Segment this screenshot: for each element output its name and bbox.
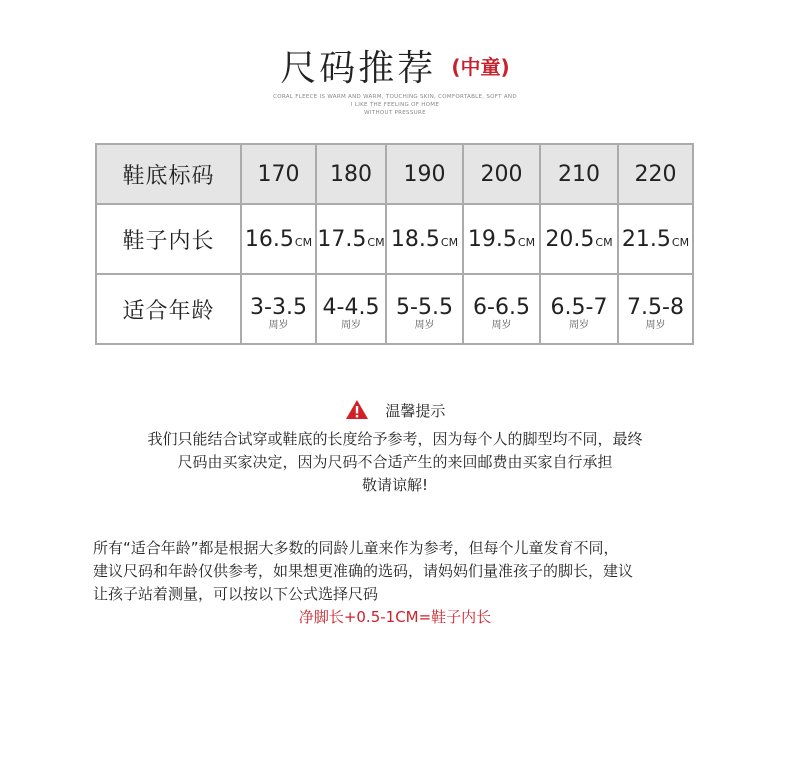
age-cell xyxy=(463,274,540,344)
length-cell xyxy=(463,204,540,274)
size-cell: 210 xyxy=(540,144,618,204)
length-unit: CM xyxy=(595,235,613,249)
length-cell xyxy=(618,204,693,274)
length-value: 16.5 xyxy=(244,226,294,252)
tip-title: 温馨提示 xyxy=(385,402,446,420)
length-cell xyxy=(241,204,316,274)
tagline-line: CORAL FLEECE IS WARM AND WARM, TOUCHING SKIN, COMFORTABLE, SOFT AND xyxy=(273,94,517,100)
age-unit: 周岁 xyxy=(414,320,435,331)
tagline-line: WITHOUT PRESSURE xyxy=(364,110,426,116)
age-row xyxy=(96,274,693,344)
age-unit: 周岁 xyxy=(491,320,512,331)
length-value: 20.5 xyxy=(545,226,595,252)
age-cell xyxy=(618,274,693,344)
size-table xyxy=(95,143,694,345)
age-cell xyxy=(241,274,316,344)
length-value: 21.5 xyxy=(621,226,671,252)
size-cell: 170 xyxy=(241,144,316,204)
size-cell: 180 xyxy=(316,144,386,204)
category-tag: (中童) xyxy=(451,55,510,79)
page-header xyxy=(0,40,790,91)
length-value: 19.5 xyxy=(467,226,517,252)
length-unit: CM xyxy=(671,235,690,249)
length-row xyxy=(96,204,693,274)
tagline-line: I LIKE THE FEELING OF HOME xyxy=(350,102,440,108)
length-unit: CM xyxy=(367,235,385,249)
age-value: 5-5.5 xyxy=(396,295,453,320)
size-row xyxy=(96,144,693,204)
tip-heading xyxy=(0,399,790,424)
size-cell: 190 xyxy=(386,144,463,204)
age-cell xyxy=(540,274,618,344)
age-unit: 周岁 xyxy=(569,320,589,331)
length-unit: CM xyxy=(517,235,536,249)
age-cell xyxy=(386,274,463,344)
length-unit: CM xyxy=(440,235,459,249)
note-line: 建议尺码和年龄仅供参考，如果想更准确的选码，请妈妈们量准孩子的脚长，建议 xyxy=(93,562,634,580)
size-cell: 200 xyxy=(463,144,540,204)
age-unit: 周岁 xyxy=(645,320,666,331)
length-unit: CM xyxy=(294,235,313,249)
length-value: 18.5 xyxy=(390,226,440,252)
length-value: 17.5 xyxy=(317,226,367,252)
age-unit: 周岁 xyxy=(268,320,289,331)
age-value: 6-6.5 xyxy=(473,295,530,320)
note-line: 让孩子站着测量，可以按以下公式选择尺码 xyxy=(93,585,379,603)
warning-triangle-icon xyxy=(345,399,369,424)
age-value: 3-3.5 xyxy=(250,295,307,320)
age-value: 7.5-8 xyxy=(627,295,684,320)
age-value: 6.5-7 xyxy=(550,295,608,320)
tip-body xyxy=(0,428,790,497)
tagline xyxy=(245,93,545,117)
page-title: 尺码推荐 xyxy=(280,48,437,89)
note-line: 所有“适合年龄”都是根据大多数的同龄儿童来作为参考，但每个儿童发育不同， xyxy=(93,539,619,557)
row-label-age: 适合年龄 xyxy=(96,274,241,344)
row-label-length: 鞋子内长 xyxy=(96,204,241,274)
age-unit: 周岁 xyxy=(341,320,361,331)
age-note xyxy=(0,537,790,629)
tip-line: 我们只能结合试穿或鞋底的长度给予参考，因为每个人的脚型均不同，最终 xyxy=(147,430,643,448)
age-value: 4-4.5 xyxy=(322,295,380,320)
tip-line: 尺码由买家决定，因为尺码不合适产生的来回邮费由买家自行承担 xyxy=(177,453,613,471)
age-cell xyxy=(316,274,386,344)
tip-line: 敬请谅解! xyxy=(361,476,428,494)
size-cell: 220 xyxy=(618,144,693,204)
size-formula: 净脚长+0.5-1CM=鞋子内长 xyxy=(298,608,492,626)
row-label-size: 鞋底标码 xyxy=(96,144,241,204)
length-cell xyxy=(540,204,618,274)
length-cell xyxy=(386,204,463,274)
length-cell xyxy=(316,204,386,274)
